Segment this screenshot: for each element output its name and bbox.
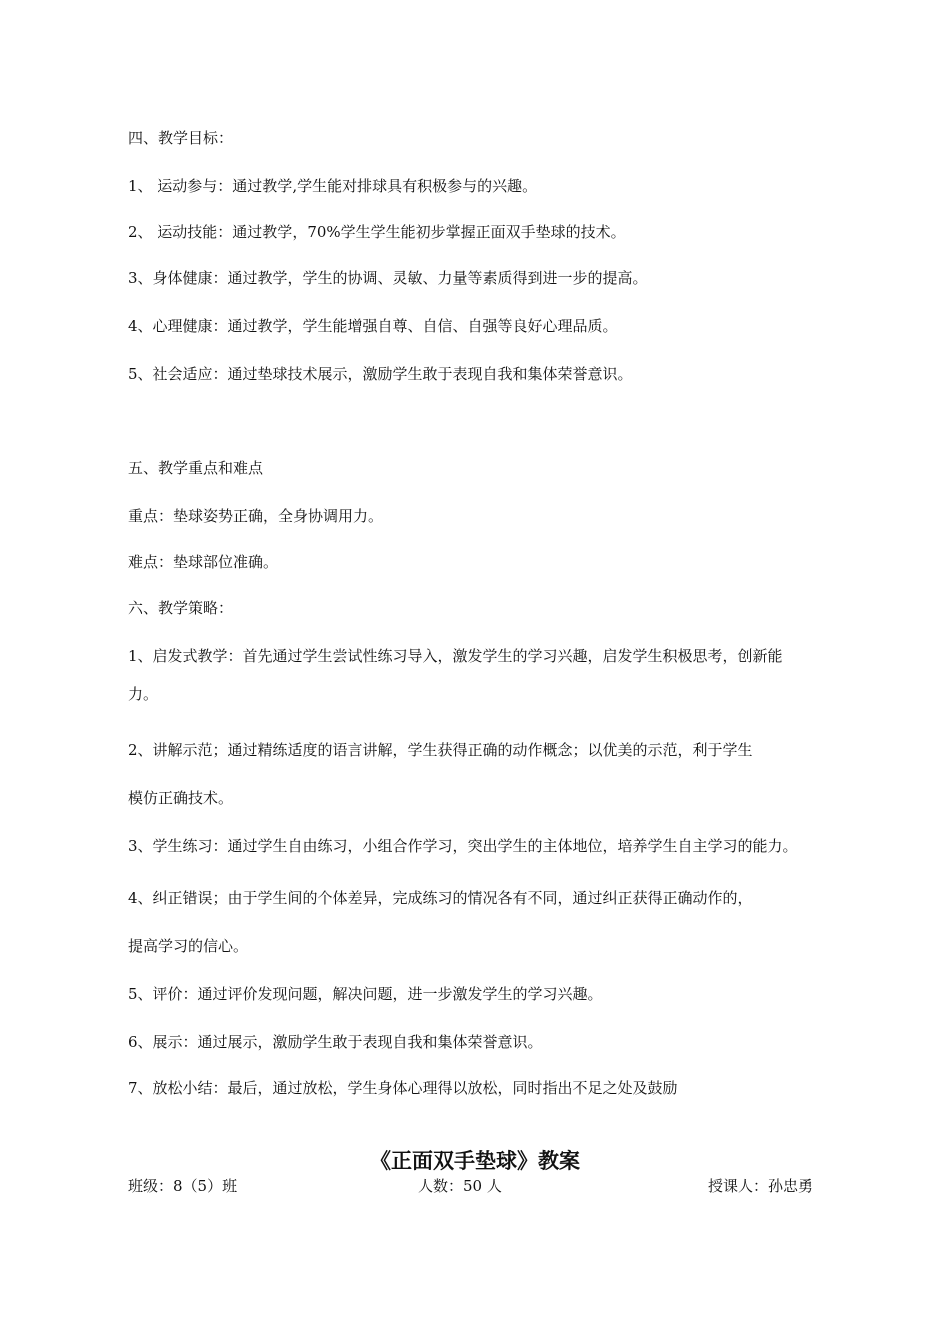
goal-item-3: 3、身体健康：通过教学，学生的协调、灵敏、力量等素质得到进一步的提高。 bbox=[128, 269, 648, 287]
goal-item-4: 4、心理健康：通过教学，学生能增强自尊、自信、自强等良好心理品质。 bbox=[128, 317, 618, 335]
strategy-item-1a: 1、启发式教学：首先通过学生尝试性练习导入，激发学生的学习兴趣，启发学生积极思考，创新能 bbox=[128, 647, 783, 665]
strategy-item-4a: 4、纠正错误；由于学生间的个体差异，完成练习的情况各有不同，通过纠正获得正确动作的， bbox=[128, 889, 753, 907]
lesson-count: 人数：50 人 bbox=[418, 1177, 502, 1195]
goal-item-5: 5、社会适应：通过垫球技术展示，激励学生敢于表现自我和集体荣誉意识。 bbox=[128, 365, 633, 383]
lesson-title: 《正面双手垫球》教案 bbox=[370, 1148, 580, 1173]
strategy-item-1b: 力。 bbox=[128, 685, 159, 703]
keypoints-focus: 重点：垫球姿势正确，全身协调用力。 bbox=[128, 507, 384, 525]
strategy-item-4b: 提高学习的信心。 bbox=[128, 937, 249, 955]
strategy-item-5: 5、评价：通过评价发现问题，解决问题，进一步激发学生的学习兴趣。 bbox=[128, 985, 603, 1003]
strategy-item-2b: 模仿正确技术。 bbox=[128, 789, 234, 807]
strategy-item-6: 6、展示：通过展示，激励学生敢于表现自我和集体荣誉意识。 bbox=[128, 1033, 543, 1051]
strategy-heading: 六、教学策略： bbox=[128, 599, 234, 617]
lesson-teacher: 授课人：孙忠勇 bbox=[708, 1177, 814, 1195]
strategy-item-7: 7、放松小结：最后，通过放松，学生身体心理得以放松，同时指出不足之处及鼓励 bbox=[128, 1079, 678, 1097]
goal-item-2: 2、 运动技能：通过教学，70%学生学生能初步掌握正面双手垫球的技术。 bbox=[128, 223, 626, 241]
goal-item-1: 1、 运动参与：通过教学,学生能对排球具有积极参与的兴趣。 bbox=[128, 177, 538, 195]
goals-heading: 四、教学目标： bbox=[128, 129, 234, 147]
keypoints-difficulty: 难点：垫球部位准确。 bbox=[128, 553, 279, 571]
keypoints-heading: 五、教学重点和难点 bbox=[128, 459, 264, 477]
lesson-class: 班级：8（5）班 bbox=[128, 1177, 238, 1195]
strategy-item-2a: 2、讲解示范；通过精练适度的语言讲解，学生获得正确的动作概念；以优美的示范，利于学生 bbox=[128, 741, 753, 759]
strategy-item-3: 3、学生练习：通过学生自由练习，小组合作学习，突出学生的主体地位，培养学生自主学习的能力。 bbox=[128, 837, 798, 855]
